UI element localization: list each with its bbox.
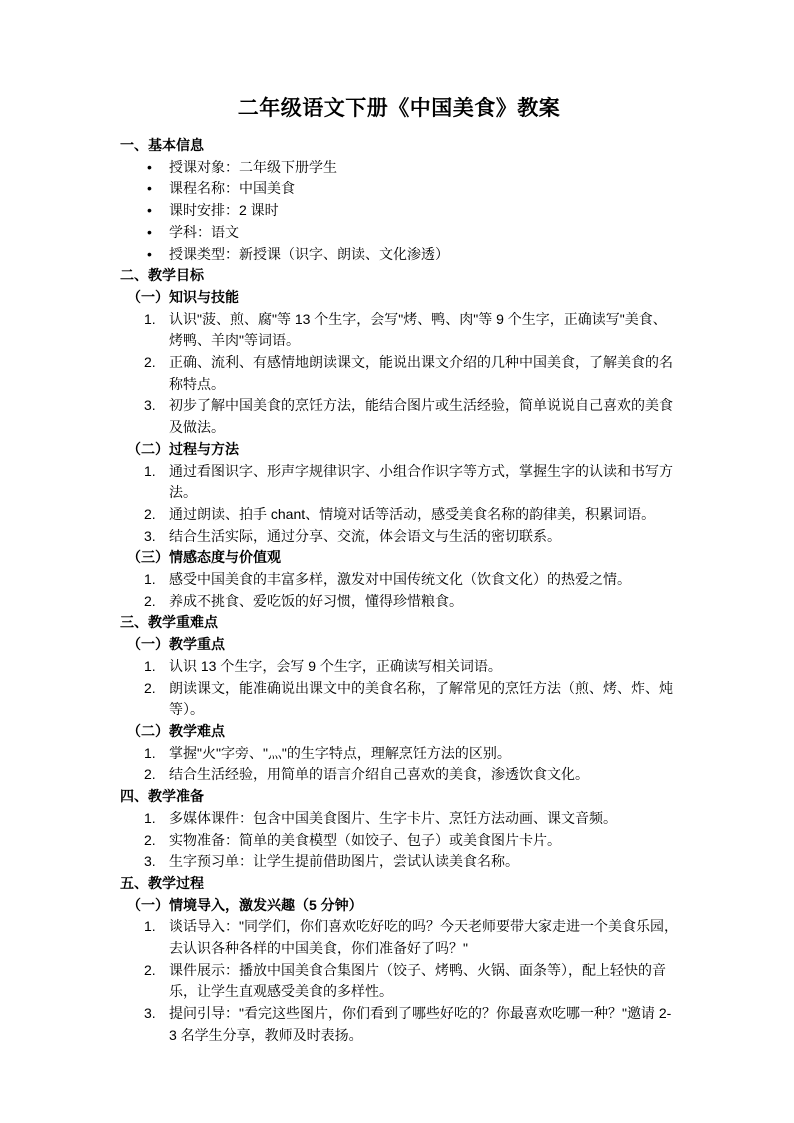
list-item: 初步了解中国美食的烹饪方法，能结合图片或生活经验，简单说说自己喜欢的美食及做法。 bbox=[169, 397, 673, 436]
section-heading: 三、教学重难点 bbox=[120, 614, 218, 631]
list-item: 实物准备：简单的美食模型（如饺子、包子）或美食图片卡片。 bbox=[169, 831, 561, 848]
list-item: 通过看图识字、形声字规律识字、小组合作识字等方式，掌握生字的认读和书写方法。 bbox=[169, 462, 673, 501]
list-item: 生字预习单：让学生提前借助图片，尝试认读美食名称。 bbox=[169, 853, 519, 870]
list-item: • 课程名称：中国美食 bbox=[120, 178, 678, 200]
list-item: 认识"菠、煎、腐"等 13 个生字，会写"烤、鸭、肉"等 9 个生字，正确读写"美食、烤鸭、羊肉"等词语。 bbox=[169, 310, 667, 349]
list-item: 正确、流利、有感情地朗读课文，能说出课文介绍的几种中国美食，了解美食的名称特点。 bbox=[169, 354, 673, 392]
list-item: • 学科：语文 bbox=[120, 222, 678, 244]
numbered-list bbox=[120, 569, 678, 612]
numbered-list bbox=[120, 808, 678, 873]
subsection-heading: （一）情境导入，激发兴趣（5 分钟） bbox=[127, 896, 363, 913]
numbered-list bbox=[120, 461, 678, 548]
section-heading: 一、基本信息 bbox=[120, 137, 204, 153]
section-heading: 四、教学准备 bbox=[120, 788, 204, 805]
list-item: • 授课对象：二年级下册学生 bbox=[120, 157, 678, 179]
section-heading: 二、教学目标 bbox=[120, 267, 204, 284]
numbered-list bbox=[120, 309, 678, 439]
bullet-list bbox=[120, 157, 678, 266]
list-item: • 授课类型：新授课（识字、朗读、文化渗透） bbox=[120, 244, 678, 266]
numbered-list bbox=[120, 916, 678, 1046]
list-item: 掌握"火"字旁、"灬"的生字特点，理解烹饪方法的区别。 bbox=[169, 744, 511, 761]
section-heading: 五、教学过程 bbox=[120, 874, 204, 891]
list-item: 谈话导入："同学们，你们喜欢吃好吃的吗？今天老师要带大家走进一个美食乐园，去认识各种各样的中国美食，你们准备好了吗？" bbox=[169, 918, 678, 957]
subsection-heading: （一）知识与技能 bbox=[127, 288, 239, 305]
numbered-list bbox=[120, 656, 678, 721]
subsection-heading: （二）教学难点 bbox=[127, 722, 225, 739]
list-item: 课件展示：播放中国美食合集图片（饺子、烤鸭、火锅、面条等），配上轻快的音乐，让学生直观感受美食的多样性。 bbox=[169, 961, 666, 1000]
subsection-heading: （二）过程与方法 bbox=[127, 440, 239, 457]
list-item: 朗读课文，能准确说出课文中的美食名称，了解常见的烹饪方法（煎、烤、炸、炖等）。 bbox=[169, 679, 673, 718]
list-item: 感受中国美食的丰富多样，激发对中国传统文化（饮食文化）的热爱之情。 bbox=[169, 571, 631, 588]
list-item: 认识 13 个生字，会写 9 个生字，正确读写相关词语。 bbox=[169, 657, 502, 674]
list-item: 结合生活实际，通过分享、交流，体会语文与生活的密切联系。 bbox=[169, 527, 561, 544]
document-body bbox=[120, 135, 678, 1047]
list-item: 提问引导："看完这些图片，你们看到了哪些好吃的？你最喜欢吃哪一种？"邀请 2-3 名学生分享，教师及时表扬。 bbox=[169, 1005, 672, 1043]
list-item: 多媒体课件：包含中国美食图片、生字卡片、烹饪方法动画、课文音频。 bbox=[169, 809, 617, 826]
list-item: 养成不挑食、爱吃饭的好习惯，懂得珍惜粮食。 bbox=[169, 592, 463, 609]
document-title: 二年级语文下册《中国美食》教案 bbox=[237, 97, 561, 120]
list-item: • 课时安排：2 课时 bbox=[120, 200, 678, 222]
numbered-list bbox=[120, 743, 678, 786]
list-item: 通过朗读、拍手 chant、情境对话等活动，感受美食名称的韵律美，积累词语。 bbox=[169, 505, 656, 522]
list-item: 结合生活经验，用简单的语言介绍自己喜欢的美食，渗透饮食文化。 bbox=[169, 766, 589, 783]
subsection-heading: （三）情感态度与价值观 bbox=[127, 549, 281, 566]
subsection-heading: （一）教学重点 bbox=[127, 636, 225, 653]
